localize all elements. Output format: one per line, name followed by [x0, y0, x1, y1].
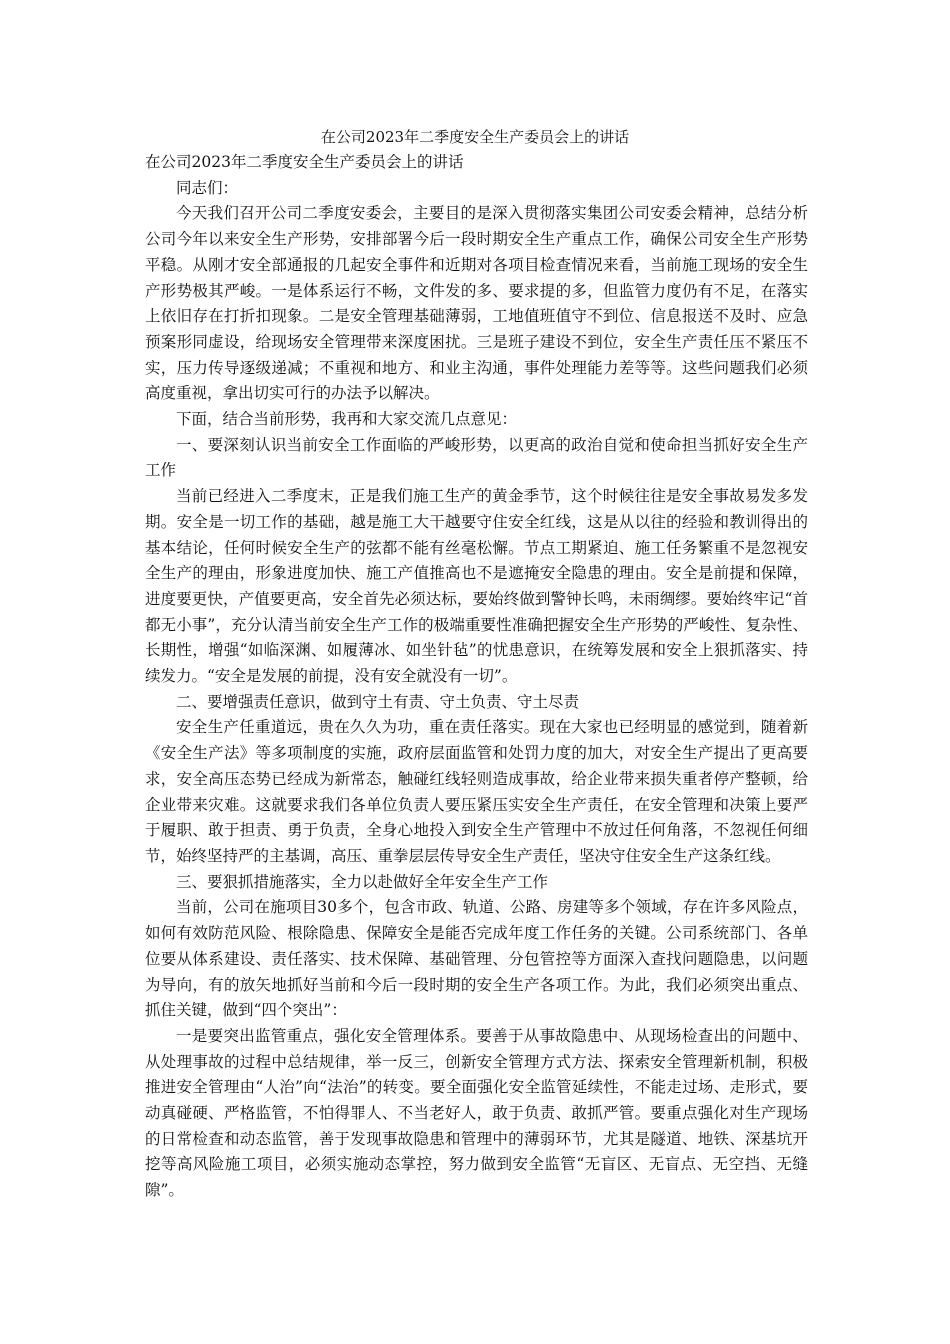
section-heading-2: 二、要增强责任意识，做到守土有责、守土负责、守土尽责: [176, 692, 580, 711]
paragraph-section-3: 当前，公司在施项目30多个，包含市政、轨道、公路、房建等多个领域，存在许多风险点，如何有效防范风险、根除隐患、保障安全是能否完成年度工作任务的关键。公司系统部门、各单位要从体系建设、责任落实、技术保障、基础管理、分包管控等方面深入查找问题隐患，以问题为导向，有的放矢地抓好当前和今后一段时期的安全生产各项工作。为此，我们必须突出重点、抓住关键，做到“四个突出”：: [145, 898, 808, 1020]
document-body: [145, 150, 808, 1204]
paragraph-transition: 下面，结合当前形势，我再和大家交流几点意见：: [176, 410, 518, 429]
paragraph-section-2: 安全生产任重道远，贵在久久为功，重在责任落实。现在大家也已经明显的感觉到，随着新《安全生产法》等多项制度的实施，政府层面监管和处罚力度的加大，对安全生产提出了更高要求，安全高压态势已经成为新常态，触碰红线轻则造成事故，给企业带来损失重者停产整顿，给企业带来灾难。这就要求我们各单位负责人要压紧压实安全生产责任，在安全管理和决策上要严于履职、敢于担责、勇于负责，全身心地投入到安全生产管理中不放过任何角落，不忽视任何细节，始终坚持严的主基调，高压、重拳层层传导安全生产责任，坚决守住安全生产这条红线。: [145, 718, 808, 865]
section-heading-3: 三、要狠抓措施落实，全力以赴做好全年安全生产工作: [176, 872, 549, 891]
paragraph-point-1: 一是要突出监管重点，强化安全管理体系。要善于从事故隐患中、从现场检查出的问题中、从处理事故的过程中总结规律，举一反三，创新安全管理方式方法、探索安全管理新机制，积极推进安全管理由“人治”向“法治”的转变。要全面强化安全监管延续性，不能走过场、走形式，要动真碰硬、严格监管，不怕得罪人、不当老好人，敢于负责、敢抓严管。要重点强化对生产现场的日常检查和动态监管，善于发现事故隐患和管理中的薄弱环节，尤其是隧道、地铁、深基坑开挖等高风险施工项目，必须实施动态掌控，努力做到安全监管“无盲区、无盲点、无空挡、无缝隙”。: [145, 1026, 808, 1200]
section-heading-1: 一、要深刻认识当前安全工作面临的严峻形势，以更高的政治自觉和使命担当抓好安全生产工作: [145, 435, 808, 480]
salutation: 同志们：: [176, 178, 239, 197]
document-title: 在公司2023年二季度安全生产委员会上的讲话: [320, 128, 630, 146]
paragraph-intro: 今天我们召开公司二季度安委会，主要目的是深入贯彻落实集团公司安委会精神，总结分析公司今年以来安全生产形势，安排部署今后一段时期安全生产重点工作，确保公司安全生产形势平稳。从刚才安全部通报的几起安全事件和近期对各项目检查情况来看，当前施工现场的安全生产形势极其严峻。一是体系运行不畅，文件发的多、要求提的多，但监管力度仍有不足，在落实上依旧存在打折扣现象。二是安全管理基础薄弱，工地值班值守不到位、信息报送不及时、应急预案形同虚设，给现场安全管理带来深度困扰。三是班子建设不到位，安全生产责任压不紧压不实，压力传导逐级递减；不重视和地方、和业主沟通，事件处理能力差等等。这些问题我们必须高度重视，拿出切实可行的办法予以解决。: [145, 204, 808, 403]
document-subtitle: 在公司2023年二季度安全生产委员会上的讲话: [145, 153, 464, 171]
paragraph-section-1: 当前已经进入二季度末，正是我们施工生产的黄金季节，这个时候往往是安全事故易发多发期。安全是一切工作的基础，越是施工大干越要守住安全红线，这是从以往的经验和教训得出的基本结论，任何时候安全生产的弦都不能有丝毫松懈。节点工期紧迫、施工任务繁重不是忽视安全生产的理由，形象进度加快、施工产值推高也不是遮掩安全隐患的理由。安全是前提和保障，进度要更快，产值要更高，安全首先必须达标，要始终做到警钟长鸣，未雨绸缪。要始终牢记“首都无小事”，充分认清当前安全生产工作的极端重要性准确把握安全生产形势的严峻性、复杂性、长期性，增强“如临深渊、如履薄冰、如坐针毡”的忧患意识，在统筹发展和安全上狠抓落实、持续发力。“安全是发展的前提，没有安全就没有一切”。: [145, 487, 808, 686]
